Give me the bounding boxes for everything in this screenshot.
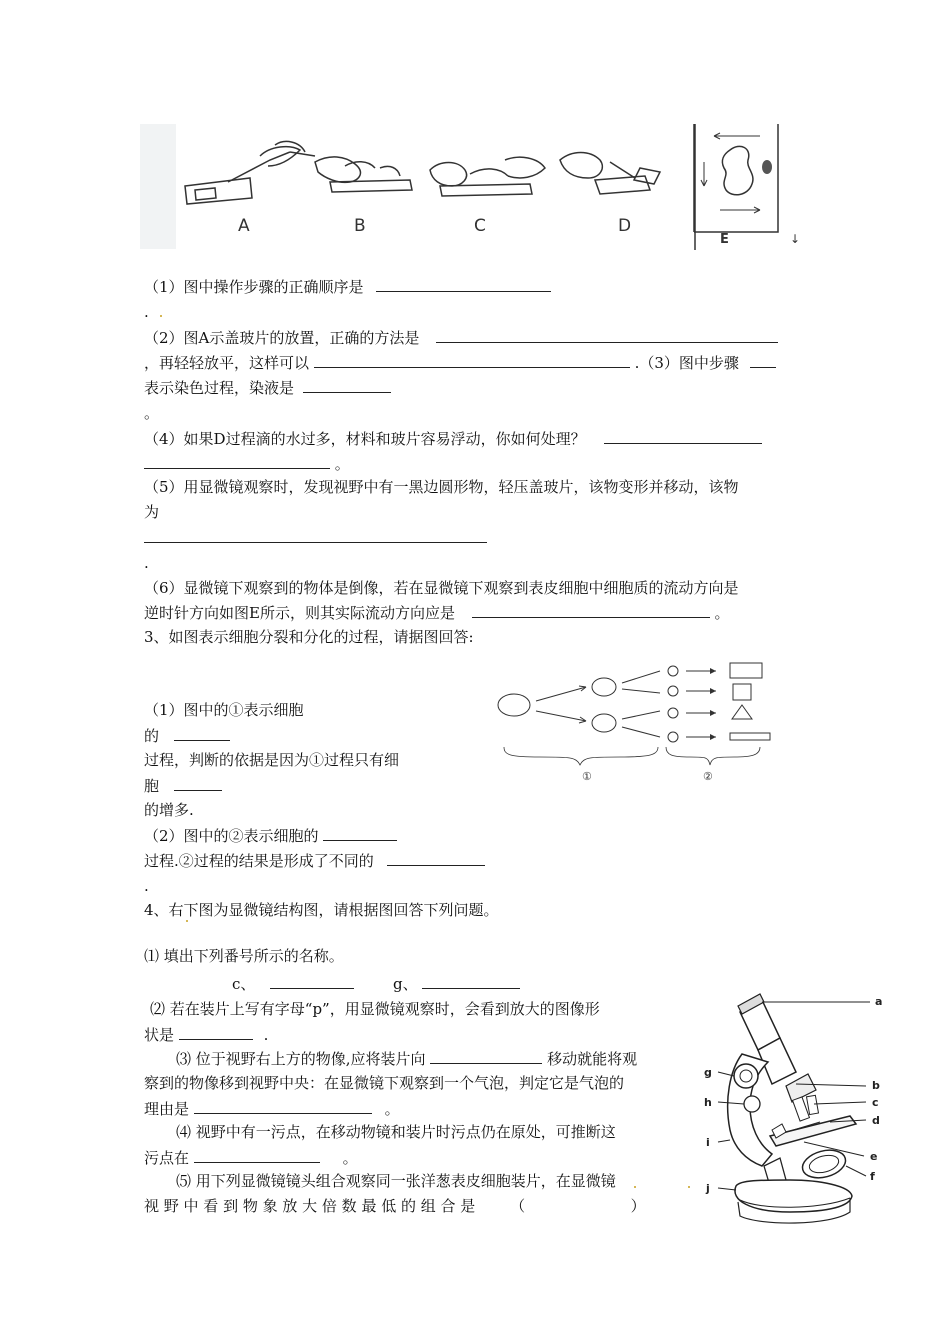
answer-blank-coverslip-method[interactable] [436, 327, 778, 343]
label-b: B [354, 216, 366, 236]
q2-line-6 [144, 453, 350, 474]
answer-blank-excess-water-2[interactable] [144, 453, 330, 469]
answer-blank-flow-direction[interactable] [472, 602, 710, 618]
q2-s2c-text: .（3）图中步骤 [634, 354, 739, 372]
microscope-label-a: a [875, 995, 883, 1008]
microscope-label-i: i [706, 1136, 710, 1149]
q2-line-5 [144, 428, 762, 449]
q3-line-8 [144, 876, 149, 896]
q4-line-7 [144, 1098, 400, 1119]
q3-line-1 [144, 700, 304, 720]
q2-line-3 [144, 352, 776, 373]
answer-paren-close[interactable]: ） [630, 1197, 646, 1215]
q3-l1-text: （1）图中的①表示细胞 [144, 701, 304, 719]
q3-line-3 [144, 750, 399, 770]
period: 。 [714, 604, 730, 622]
period: 。 [144, 404, 160, 422]
q2-line-10 [144, 578, 739, 598]
q2-line-1 [144, 276, 551, 297]
q4-p2b-text: 状是 [144, 1026, 175, 1044]
microscope-label-j: j [706, 1182, 710, 1195]
q4-line-5 [176, 1048, 637, 1069]
yellow-mark [634, 1186, 636, 1188]
slide-preparation-figure [140, 120, 700, 255]
period: 。 [342, 1149, 358, 1167]
microscope-label-e: e [870, 1150, 878, 1163]
q4-line-6 [144, 1073, 624, 1093]
answer-blank-object[interactable] [144, 527, 487, 543]
q3-l6-text: （2）图中的②表示细胞的 [144, 827, 319, 845]
answer-blank-process-2[interactable] [323, 825, 397, 841]
yellow-mark [688, 1186, 690, 1188]
answer-blank-tissues[interactable] [387, 850, 485, 866]
answer-blank-stain-step[interactable] [750, 352, 776, 368]
microscope-label-g: g [704, 1066, 712, 1079]
field-of-view-e [690, 122, 790, 242]
q2-s5b-text: 为 [144, 503, 160, 521]
q2-line-1-end [144, 302, 149, 322]
q2-line-4-end [144, 403, 159, 423]
answer-blank-spot-location[interactable] [194, 1147, 320, 1163]
q3-title [144, 627, 474, 647]
q3-l2-text: 的 [144, 727, 160, 745]
q3-title-text: 3、如图表示细胞分裂和分化的过程，请据图回答: [144, 628, 474, 646]
q3-line-7 [144, 850, 485, 871]
label-e: E [720, 232, 729, 247]
q2-s6a-text: （6）显微镜下观察到的物体是倒像，若在显微镜下观察到表皮细胞中细胞质的流动方向是 [144, 579, 739, 597]
q3-l7-text: 过程.②过程的结果是形成了不同的 [144, 852, 374, 870]
label-d: D [618, 216, 632, 236]
yellow-mark [186, 920, 188, 922]
q4-p4b-text: 污点在 [144, 1149, 190, 1167]
label-a: A [238, 216, 250, 236]
period: . [263, 1026, 269, 1044]
q2-s5a-text: （5）用显微镜观察时，发现视野中有一黑边圆形物，轻压盖玻片，该物变形并移动，该物 [144, 478, 739, 496]
q4-line-11 [144, 1196, 646, 1216]
answer-blank-order[interactable] [376, 276, 551, 292]
microscope-label-f: f [870, 1170, 875, 1183]
q3-line-5 [144, 800, 194, 820]
q4-line-3 [150, 999, 600, 1019]
answer-blank-g[interactable] [422, 973, 520, 989]
q2-line-4 [144, 377, 391, 398]
period: . [144, 554, 149, 572]
answer-paren-open[interactable]: （ [510, 1197, 526, 1215]
cell-division-diagram [490, 655, 780, 785]
label-c: C [474, 216, 486, 236]
q2-s1-text: （1）图中操作步骤的正确顺序是 [144, 278, 364, 296]
answer-blank-stain-liquid[interactable] [303, 377, 391, 393]
answer-blank-excess-water-1[interactable] [604, 428, 762, 444]
microscope-label-c: c [872, 1096, 879, 1109]
q4-p5b-text: 视 野 中 看 到 物 象 放 大 倍 数 最 低 的 组 合 是 [144, 1197, 476, 1215]
q2-s3a-text: 表示染色过程，染液是 [144, 379, 295, 397]
q4-p1-text: ⑴ 填出下列番号所示的名称。 [144, 947, 344, 965]
answer-blank-c[interactable] [270, 973, 354, 989]
q2-s4-text: （4）如果D过程滴的水过多，材料和玻片容易浮动，你如何处理？ [144, 430, 586, 448]
q2-line-2 [144, 327, 778, 348]
q3-line-2 [144, 725, 230, 746]
q4-p3a2-text: 移动就能将观 [547, 1050, 638, 1068]
q2-line-8 [144, 502, 159, 522]
down-arrow: ↓ [790, 232, 801, 246]
microscope-diagram [700, 990, 890, 1230]
q3-l4-text: 胞 [144, 777, 160, 795]
q3-line-4 [144, 775, 222, 796]
q4-line-8 [176, 1122, 616, 1142]
q2-line-9-end [144, 553, 149, 573]
q2-s2b-text: ，再轻轻放平，这样可以 [144, 354, 310, 372]
label-c-prefix: c、 [232, 975, 256, 993]
q3-line-6 [144, 825, 397, 846]
answer-blank-move-direction[interactable] [430, 1048, 542, 1064]
q4-line-9 [144, 1147, 358, 1168]
q4-title [144, 900, 499, 920]
q2-line-9 [144, 527, 487, 548]
period: . [144, 877, 149, 895]
q4-line-10 [176, 1171, 616, 1191]
q4-p5a-text: ⑸ 用下列显微镜镜头组合观察同一张洋葱表皮细胞装片，在显微镜 [176, 1172, 616, 1190]
answer-blank-bubble-reason[interactable] [194, 1098, 372, 1114]
period: 。 [334, 455, 350, 473]
q4-p4a-text: ⑷ 视野中有一污点，在移动物镜和装片时污点仍在原处，可推断这 [176, 1123, 616, 1141]
q4-p2a-text: ⑵ 若在装片上写有字母“p”，用显微镜观察时，会看到放大的图像形 [150, 1000, 600, 1018]
q4-line-2 [232, 973, 520, 994]
marker-1: ① [582, 770, 592, 783]
q2-s6b-text: 逆时针方向如图E所示，则其实际流动方向应是 [144, 604, 455, 622]
yellow-mark [160, 315, 162, 317]
answer-blank-process-1[interactable] [174, 725, 230, 741]
q4-line-1 [144, 946, 344, 966]
q3-l5-text: 的增多. [144, 801, 194, 819]
q2-s2a-text: （2）图A示盖玻片的放置，正确的方法是 [144, 329, 420, 347]
answer-blank-cell-increase[interactable] [174, 775, 222, 791]
q4-p3c-text: 理由是 [144, 1100, 190, 1118]
q2-line-7 [144, 477, 739, 497]
answer-blank-image-shape[interactable] [179, 1024, 253, 1040]
microscope-label-b: b [872, 1079, 880, 1092]
marker-2: ② [703, 770, 713, 783]
q2-line-11 [144, 602, 730, 623]
q4-title-text: 4、右下图为显微镜结构图，请根据图回答下列问题。 [144, 901, 499, 919]
q3-l3-text: 过程，判断的依据是因为①过程只有细 [144, 751, 400, 769]
q4-p3a-text: ⑶ 位于视野右上方的物像,应将装片向 [176, 1050, 426, 1068]
microscope-label-h: h [704, 1096, 712, 1109]
q4-line-4 [144, 1024, 268, 1045]
period: 。 [384, 1100, 400, 1118]
answer-blank-purpose[interactable] [314, 352, 630, 368]
q4-p3b-text: 察到的物像移到视野中央：在显微镜下观察到一个气泡，判定它是气泡的 [144, 1074, 625, 1092]
period: . [144, 303, 149, 321]
microscope-label-d: d [872, 1114, 880, 1127]
label-g-prefix: g、 [392, 975, 418, 993]
